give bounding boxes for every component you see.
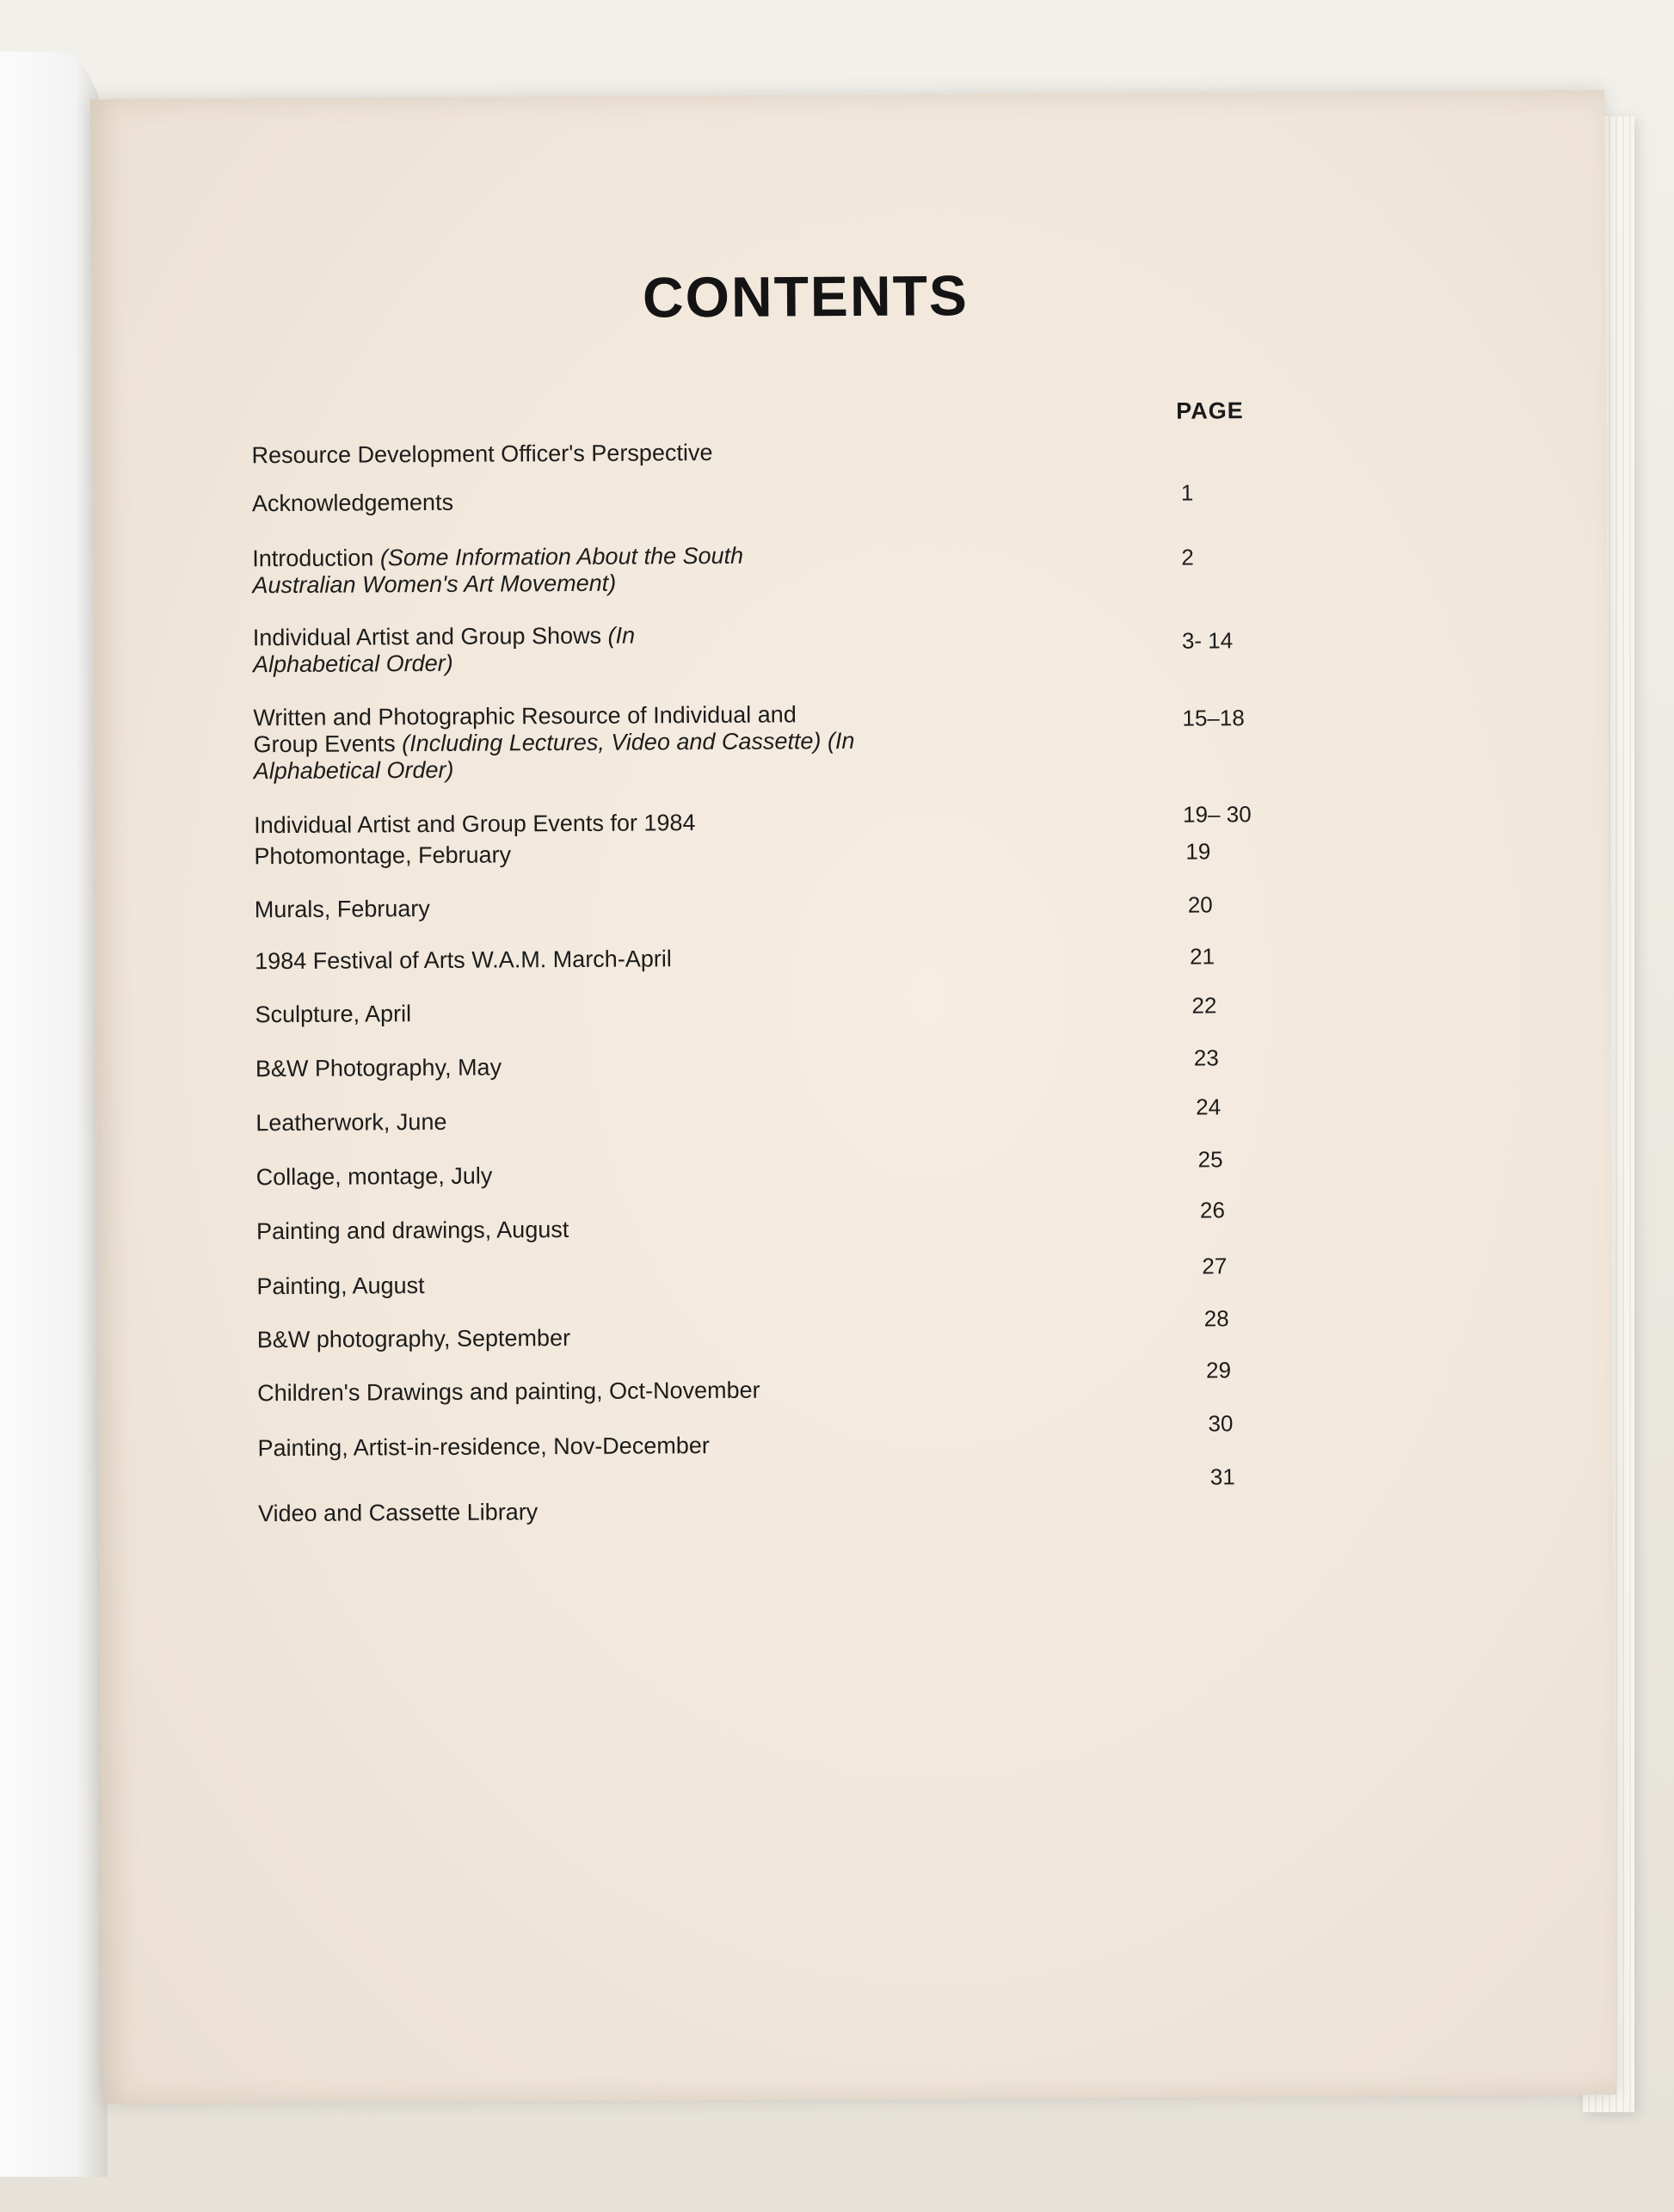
toc-entry-label: Resource Development Officer's Perspective <box>251 439 713 469</box>
toc-entry-label: Individual Artist and Group Shows <box>252 622 602 651</box>
toc-entry-label: Individual Artist and Group Events for 1984 <box>254 810 696 839</box>
toc-entry-label: Painting and drawings, August <box>255 1217 569 1245</box>
toc-entry-label: Collage, montage, July <box>255 1162 493 1191</box>
toc-entry-label: B&W Photography, May <box>255 1054 502 1082</box>
toc-entry-label: Sculpture, April <box>255 1001 412 1028</box>
toc-entry-artist-shows <box>253 622 666 678</box>
toc-entry-subtitle: (Some Information About the South Australian Women's Art Movement) <box>252 542 744 599</box>
page-title: CONTENTS <box>642 263 969 330</box>
toc-entry-label: Video and Cassette Library <box>257 1499 539 1527</box>
toc-page-number: 21 <box>1190 943 1215 970</box>
toc-page-number: 24 <box>1196 1094 1222 1120</box>
toc-entry-video-library <box>258 1497 912 1528</box>
toc-entry-events-1984 <box>254 809 908 840</box>
toc-entry-collage <box>256 1161 910 1192</box>
toc-page-number: 29 <box>1205 1357 1232 1383</box>
toc-page-number: 30 <box>1208 1410 1234 1437</box>
toc-entry-label: Leatherwork, June <box>255 1108 447 1137</box>
toc-page-number: 1 <box>1180 479 1194 506</box>
toc-page-number: 19– 30 <box>1183 801 1252 828</box>
toc-entry-perspective <box>251 439 905 470</box>
toc-entry-subtitle: (In Alphabetical Order) <box>252 622 636 678</box>
toc-page-number: 31 <box>1209 1463 1235 1490</box>
toc-entry-artist-in-residence <box>258 1432 912 1463</box>
toc-page-number: 28 <box>1203 1305 1229 1332</box>
toc-page-number: 3- 14 <box>1181 627 1234 654</box>
toc-entry-subtitle: (Including Lectures, Video and Cassette) (In Alphabetical Order) <box>253 727 855 785</box>
toc-entry-resource <box>253 701 856 785</box>
toc-entry-photomontage <box>254 840 908 871</box>
toc-entry-painting-drawings <box>256 1215 910 1246</box>
page-column-header: PAGE <box>1176 397 1244 424</box>
toc-entry-bw-photography-september <box>257 1323 911 1354</box>
toc-entry-label: Introduction <box>252 545 374 572</box>
toc-page-number: 27 <box>1202 1253 1228 1279</box>
toc-entry-label: Children's Drawings and painting, Oct-November <box>257 1377 760 1407</box>
toc-entry-acknowledgements <box>252 487 906 518</box>
toc-entry-murals <box>255 893 908 924</box>
toc-entry-label: Murals, February <box>254 895 430 923</box>
toc-page-number: 25 <box>1197 1146 1223 1173</box>
toc-page-number: 26 <box>1199 1197 1225 1223</box>
toc-entry-label: Painting, Artist-in-residence, Nov-December <box>257 1433 710 1462</box>
toc-entry-label: B&W photography, September <box>256 1324 571 1353</box>
toc-page-number: 20 <box>1187 891 1213 918</box>
toc-entry-introduction <box>252 542 837 599</box>
toc-entry-leatherwork <box>255 1106 909 1137</box>
toc-page-number: 22 <box>1191 992 1217 1019</box>
toc-entry-sculpture <box>255 998 908 1029</box>
toc-page-number: 2 <box>1181 544 1194 570</box>
toc-entry-label: Painting, August <box>256 1272 425 1300</box>
toc-entry-childrens-drawings <box>257 1377 911 1408</box>
contents-page <box>90 90 1616 2104</box>
toc-entry-painting-august <box>256 1270 910 1301</box>
toc-page-number: 23 <box>1193 1044 1219 1071</box>
toc-entry-label: Written and Photographic Resource of Individual and Group Events <box>253 701 797 758</box>
toc-entry-festival <box>255 945 908 976</box>
toc-entry-label: 1984 Festival of Arts W.A.M. March-April <box>255 946 672 975</box>
toc-entry-label: Photomontage, February <box>254 841 512 870</box>
toc-entry-label: Acknowledgements <box>251 489 454 517</box>
toc-page-number: 19 <box>1185 838 1211 865</box>
toc-entry-bw-photography-may <box>255 1052 909 1083</box>
toc-page-number: 15–18 <box>1182 705 1245 731</box>
